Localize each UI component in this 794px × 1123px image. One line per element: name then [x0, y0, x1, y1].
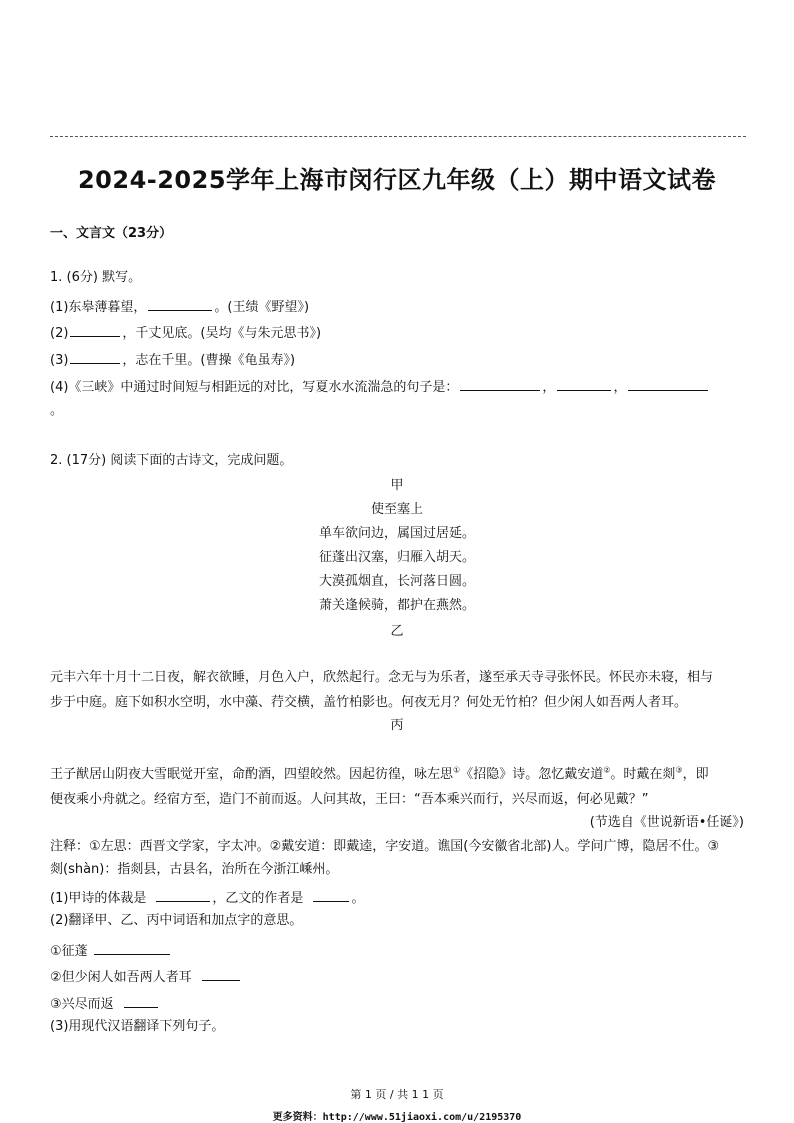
- yi-passage-line: 元丰六年十月十二日夜，解衣欲睡，月色入户，欣然起行。念无与为乐者，遂至承天寺寻张怀民。怀民亦未寝，相与: [50, 670, 714, 685]
- resource-link[interactable]: 更多资料：http://www.51jiaoxi.com/u/2195370: [272, 1112, 522, 1123]
- q1-item-3: [50, 351, 295, 369]
- q1-item-3-prefix: (3): [50, 353, 69, 368]
- answer-blank[interactable]: [156, 889, 210, 902]
- bing-text: 《招隐》诗。忽忆戴安道: [460, 767, 604, 782]
- subquestion-text: 。: [351, 891, 365, 906]
- annotation-line: 剡(shàn)：指剡县，古县名，治所在今浙江嵊州。: [50, 862, 339, 877]
- answer-blank[interactable]: [202, 968, 240, 981]
- page-number: 第 1 页 / 共 1 1 页: [350, 1088, 444, 1101]
- poem-title: 使至塞上: [370, 502, 423, 517]
- answer-blank[interactable]: [124, 995, 158, 1008]
- q1-item-1-prefix: (1)东皋薄暮望，: [50, 300, 147, 315]
- poem-line: 萧关逢候骑，都护在燕然。: [318, 598, 475, 613]
- answer-blank[interactable]: [148, 298, 212, 311]
- subquestion-2-item: [50, 942, 172, 960]
- subquestion-text: (1)甲诗的体裁是: [50, 891, 147, 906]
- q1-item-1: [50, 298, 309, 316]
- q1-item-1-suffix: 。(王绩《野望》): [214, 300, 310, 315]
- label-jia: 甲: [390, 478, 404, 493]
- section-heading: 一、文言文（23分）: [50, 226, 173, 241]
- bing-text: ，即: [682, 767, 709, 782]
- q1-item-4-sep: ，: [542, 380, 556, 395]
- q1-item-4-prefix: (4)《三峡》中通过时间短与相距远的对比，写夏水水流湍急的句子是：: [50, 380, 459, 395]
- answer-blank[interactable]: [94, 942, 170, 955]
- answer-blank[interactable]: [557, 378, 611, 391]
- footnote-mark: ③: [675, 765, 683, 775]
- bing-text: 。时戴在剡: [610, 767, 676, 782]
- subquestion-1: [50, 889, 364, 907]
- bing-passage-line: [50, 767, 709, 783]
- footnote-mark: ①: [453, 765, 461, 775]
- subquestion-2: (2)翻译甲、乙、丙中词语和加点字的意思。: [50, 913, 303, 928]
- subquestion-text: ①征蓬: [50, 944, 88, 959]
- q1-item-4: [50, 378, 710, 396]
- poem-line: 征蓬出汉塞，归雁入胡天。: [318, 550, 475, 565]
- q1-item-2-prefix: (2): [50, 326, 69, 341]
- answer-blank[interactable]: [628, 378, 708, 391]
- q2-heading: 2. (17分) 阅读下面的古诗文，完成问题。: [50, 453, 293, 468]
- yi-passage-line: 步于中庭。庭下如积水空明，水中藻、荇交横，盖竹柏影也。何夜无月？何处无竹柏？但少闲人如吾两人者耳。: [50, 695, 688, 710]
- subquestion-3: (3)用现代汉语翻译下列句子。: [50, 1019, 225, 1034]
- subquestion-text: ③兴尽而返: [50, 997, 114, 1012]
- answer-blank[interactable]: [313, 889, 349, 902]
- label-bing: 丙: [390, 718, 404, 733]
- q1-item-4-end: 。: [50, 403, 64, 418]
- page-title: 2024-2025学年上海市闵行区九年级（上）期中语文试卷: [77, 166, 717, 194]
- q1-item-2: [50, 324, 321, 342]
- dashed-divider: [50, 136, 746, 137]
- subquestion-text: ②但少闲人如吾两人者耳: [50, 970, 192, 985]
- answer-blank[interactable]: [460, 378, 540, 391]
- subquestion-text: ，乙文的作者是: [212, 891, 304, 906]
- q1-item-3-suffix: ，志在千里。(曹操《龟虽寿》): [122, 353, 296, 368]
- subquestion-2-item: [50, 995, 160, 1013]
- bing-text: 王子猷居山阴夜大雪眠觉开室，命酌酒，四望皎然。因起彷徨，咏左思: [50, 767, 454, 782]
- source-citation: (节选自《世说新语•任诞》): [589, 815, 744, 830]
- poem-line: 大漠孤烟直，长河落日圆。: [318, 574, 475, 589]
- label-yi: 乙: [390, 624, 404, 639]
- answer-blank[interactable]: [70, 351, 120, 364]
- annotation-line: 注释：①左思：西晋文学家，字太冲。②戴安道：即戴逵，字安道。谯国(今安徽省北部)人。学问广博，隐居不仕。③: [50, 839, 720, 854]
- q1-heading: 1. (6分) 默写。: [50, 270, 142, 285]
- answer-blank[interactable]: [70, 324, 120, 337]
- subquestion-2-item: [50, 968, 242, 986]
- poem-line: 单车欲问边，属国过居延。: [318, 526, 475, 541]
- q1-item-2-suffix: ，千丈见底。(吴均《与朱元思书》): [122, 326, 322, 341]
- bing-passage-line: 便夜乘小舟就之。经宿方至，造门不前而返。人问其故，王曰：“吾本乘兴而行，兴尽而返，何必见戴？”: [50, 792, 649, 807]
- q1-item-4-sep: ，: [613, 380, 627, 395]
- footnote-mark: ②: [603, 765, 611, 775]
